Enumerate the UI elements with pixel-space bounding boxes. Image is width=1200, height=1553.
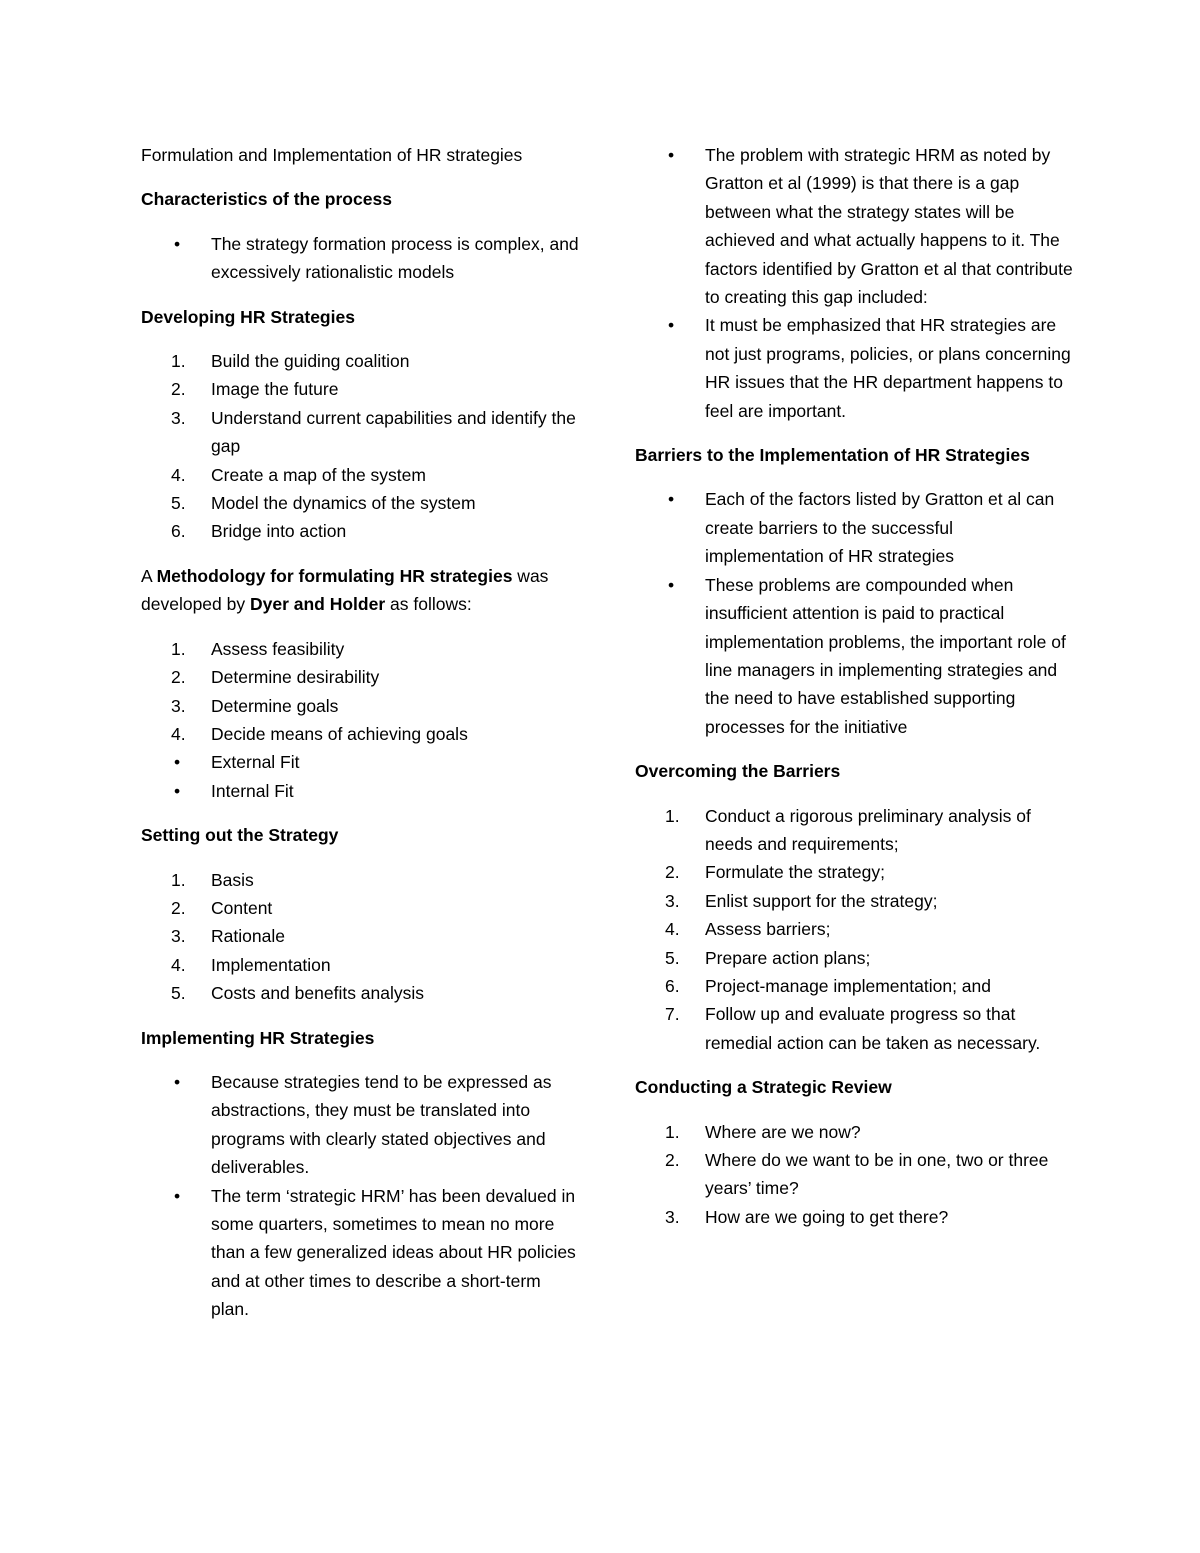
list-item: 4. Implementation [171, 954, 331, 975]
document-title: Formulation and Implementation of HR strategies [141, 145, 523, 165]
list-item: 3. Understand current capabilities and identify the gap [171, 407, 576, 457]
methodology-paragraph: A Methodology for formulating HR strategies was developed by Dyer and Holder as follows: [141, 565, 549, 615]
list-item: • These problems are compounded when insufficient attention is paid to practical implementation problems, the important role of line managers in implementing strategies and the need to have established supporting processes for the initiative [635, 571, 1075, 741]
list-item: • The problem with strategic HRM as noted by Gratton et al (1999) is that there is a gap between what the strategy states will be achieved and what actually happens to it. The factors identified by Gratton et al that contribute to creating this gap included: [635, 141, 1075, 311]
list-item: • Because strategies tend to be expressed as abstractions, they must be translated into programs with clearly stated objectives and deliverables. [141, 1068, 581, 1182]
list-item: 7. Follow up and evaluate progress so that remedial action can be taken as necessary. [665, 1004, 1041, 1053]
list-item: 5. Model the dynamics of the system [171, 493, 476, 514]
developing-list [141, 347, 581, 546]
list-item: 3. Enlist support for the strategy; [665, 890, 938, 911]
bullet-icon: • [668, 489, 675, 510]
gratton-list [635, 141, 1075, 425]
list-item: • The term ‘strategic HRM’ has been devalued in some quarters, sometimes to mean no more than a few generalized ideas about HR policies and at other times to describe a short-term plan. [141, 1182, 581, 1324]
list-item: 2. Content [171, 897, 273, 918]
list-item: 1. Conduct a rigorous preliminary analysis of needs and requirements; [665, 805, 1031, 854]
bullet-icon: • [668, 315, 675, 336]
list-item: • Internal Fit [141, 777, 581, 805]
list-item: • The strategy formation process is complex, and excessively rationalistic models [141, 230, 581, 287]
list-item: 5. Prepare action plans; [665, 947, 871, 968]
list-item: 4. Assess barriers; [665, 919, 831, 940]
list-item: • It must be emphasized that HR strategies are not just programs, policies, or plans concerning HR issues that the HR department happens to feel are important. [635, 311, 1075, 425]
heading-barriers: Barriers to the Implementation of HR Strategies [635, 445, 1030, 466]
heading-review: Conducting a Strategic Review [635, 1077, 892, 1098]
list-item: 3. Rationale [171, 926, 285, 947]
list-item: 4. Create a map of the system [171, 464, 426, 485]
list-item: 6. Project-manage implementation; and [665, 975, 991, 996]
bullet-icon: • [668, 574, 675, 595]
list-item: 4. Decide means of achieving goals [171, 723, 468, 744]
list-item: 2. Determine desirability [171, 667, 380, 688]
list-item: 3. Determine goals [171, 695, 339, 716]
list-item: 1. Basis [171, 869, 254, 890]
barriers-list [635, 485, 1075, 741]
heading-implementing: Implementing HR Strategies [141, 1027, 375, 1048]
heading-characteristics: Characteristics of the process [141, 189, 392, 210]
setting-list [141, 866, 581, 1008]
list-item: 2. Image the future [171, 379, 339, 400]
implementing-list [141, 1068, 581, 1324]
fit-list [141, 748, 581, 805]
bullet-icon: • [174, 233, 181, 254]
list-item: 1. Where are we now? [665, 1121, 861, 1142]
list-item: • Each of the factors listed by Gratton et al can create barriers to the successful implementation of HR strategies [635, 485, 1075, 570]
list-item: 2. Formulate the strategy; [665, 862, 885, 883]
list-item: 6. Bridge into action [171, 521, 347, 542]
list-item: 2. Where do we want to be in one, two or three years’ time? [665, 1150, 1049, 1199]
characteristics-list [141, 230, 581, 287]
bullet-icon: • [668, 145, 675, 165]
heading-setting: Setting out the Strategy [141, 825, 339, 846]
bullet-icon: • [174, 780, 181, 801]
list-item: • External Fit [141, 748, 581, 776]
bullet-icon: • [174, 1185, 181, 1206]
overcoming-list [635, 802, 1075, 1058]
heading-overcoming: Overcoming the Barriers [635, 761, 841, 782]
list-item: 1. Build the guiding coalition [171, 351, 410, 372]
bullet-icon: • [174, 752, 181, 773]
left-column [141, 141, 581, 1340]
bullet-icon: • [174, 1071, 181, 1092]
methodology-list [141, 635, 581, 749]
list-item: 1. Assess feasibility [171, 638, 345, 659]
right-column [635, 141, 1075, 1247]
list-item: 3. How are we going to get there? [665, 1206, 949, 1227]
review-list [635, 1118, 1075, 1232]
list-item: 5. Costs and benefits analysis [171, 983, 425, 1004]
heading-developing: Developing HR Strategies [141, 306, 355, 327]
